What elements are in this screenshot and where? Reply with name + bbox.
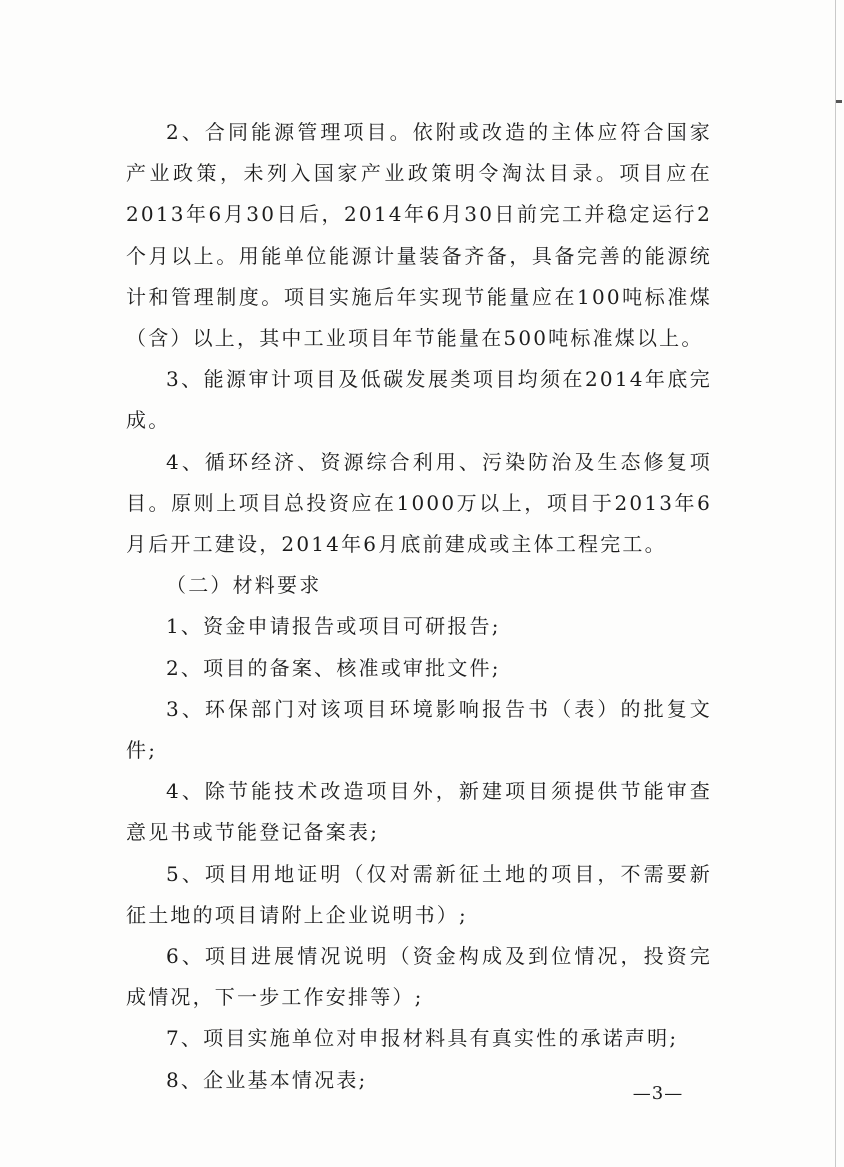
list-item-environmental-approval: 3、环保部门对该项目环境影响报告书（表）的批复文件; bbox=[126, 696, 712, 763]
scan-edge-mark bbox=[836, 100, 842, 103]
paragraph-energy-management: 2、合同能源管理项目。依附或改造的主体应符合国家产业政策，未列入国家产业政策明令淘汰目录。项目应在2013年6月30日后，2014年6月30日前完工并稳定运行2个月以上。用能单位能源计量装备齐备，具备完善的能源统计和管理制度。项目实施后年实现节能量应在100吨标准煤（含）以上，其中工业项目年节能量在500吨标准煤以上。 bbox=[126, 120, 712, 351]
paragraph-circular-economy: 4、循环经济、资源综合利用、污染防治及生态修复项目。原则上项目总投资应在1000万以上，项目于2013年6月后开工建设，2014年6月底前建成或主体工程完工。 bbox=[126, 449, 712, 557]
list-item-funding-report: 1、资金申请报告或项目可研报告; bbox=[166, 614, 501, 639]
paragraph-energy-audit: 3、能源审计项目及低碳发展类项目均须在2014年底完成。 bbox=[126, 367, 712, 433]
list-item-company-info: 8、企业基本情况表; bbox=[166, 1067, 368, 1092]
section-heading-materials: （二）材料要求 bbox=[166, 573, 322, 598]
list-item-approval-docs: 2、项目的备案、核准或审批文件; bbox=[166, 655, 501, 680]
list-item-authenticity-statement: 7、项目实施单位对申报材料具有真实性的承诺声明; bbox=[166, 1026, 679, 1051]
list-item-energy-review: 4、除节能技术改造项目外，新建项目须提供节能审查意见书或节能登记备案表; bbox=[126, 779, 712, 845]
scan-edge-line bbox=[835, 0, 836, 1167]
list-item-land-certificate: 5、项目用地证明（仅对需新征土地的项目，不需要新征土地的项目请附上企业说明书）; bbox=[126, 861, 712, 927]
page-number: —3— bbox=[632, 1083, 684, 1104]
list-item-progress-report: 6、项目进展情况说明（资金构成及到位情况，投资完成情况，下一步工作安排等）; bbox=[126, 944, 712, 1010]
document-body bbox=[126, 112, 712, 1101]
